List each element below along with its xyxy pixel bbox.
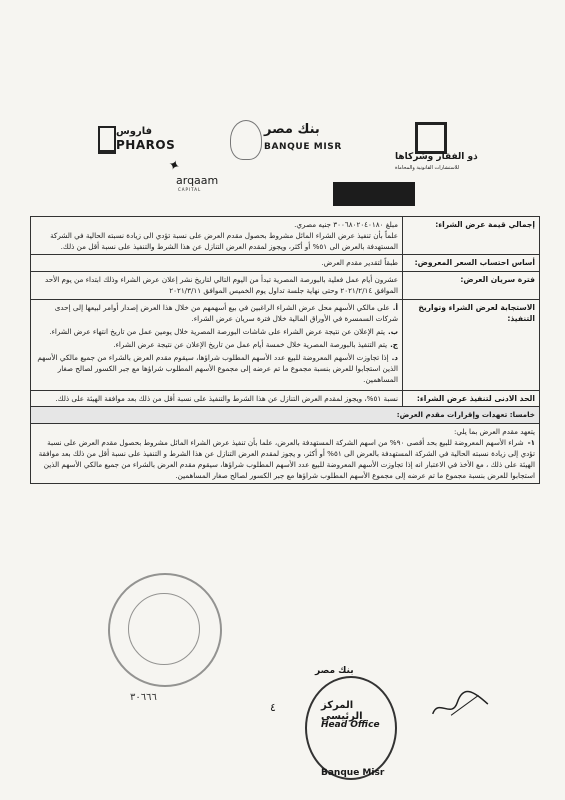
section-title: خامسا: تعهدات وإقرارات مقدم العرض: (31, 407, 540, 423)
response-list (35, 302, 398, 386)
table-row (31, 255, 540, 272)
commitments-cell (31, 423, 540, 484)
arqaam-mark-icon: ✦ (165, 156, 183, 176)
minimum-value: نسبة ٥١%، ويجوز لمقدم العرض التنازل عن هذا الشرط والتنفيذ على نسبة أقل من ذلك بعد موافقة الهيئة على ذلك. (31, 390, 403, 407)
price-value: طبقاً لتقدير مقدم العرض. (31, 255, 403, 272)
minimum-label: الحد الادنى لتنفيذ عرض الشراء: (403, 390, 540, 407)
table-row (31, 390, 540, 407)
period-value: عشرون أيام عمل فعلية بالبورصة المصرية تبدأ من اليوم التالي لتاريخ نشر إعلان عرض الشراء وذلك ابتداء من يوم الأحد الموافق ٢٠٢١/٢/١٤ وحتى نهاية جلسة تداول يوم الخميس الموافق ٢٠٢١/٣/١١ (31, 272, 403, 299)
table-row (31, 299, 540, 390)
dark-logo-block (333, 182, 415, 206)
head-office-stamp: بنك مصر المركز الرئيسي Head Office Banque Misr (305, 676, 397, 780)
list-item: ب.يتم الإعلان عن نتيجة عرض الشراء على شاشات البورصة المصرية خلال يومين عمل من تاريخ انتهاء عرض الشراء. (49, 326, 398, 336)
period-label: فترة سريان العرض: (403, 272, 540, 299)
total-value-cell (31, 217, 403, 255)
list-item: ج.يتم التنفيذ بالبورصة المصرية خلال خمسة أيام عمل من تاريخ الإعلان عن نتيجة عرض الشراء. (113, 340, 398, 350)
table-row (31, 272, 540, 299)
response-label: الاستجابة لعرض الشراء وتواريخ التنفيذ: (403, 299, 540, 390)
table-row (31, 423, 540, 484)
commit-item: ١-شراء الأسهم المعروضة للبيع بحد أقصى ٩٠% من اسهم الشركة المستهدفة بالعرض، علما بأن تنفيذ عرض الشراء المائل مشروط بحصول مقدم العرض على نسبة تؤدي إلى زيادة نسبته الحالية في الشركة المستهدفة بالعرض الى ٥١% أو أكثر، و يجوز لمقدم العرض التنازل عن هذا الشرط و التنفيذ على نسبة أقل من ذلك بعد موافقة الهيئة على ذلك ، مع الأخذ في الاعتبار انه إذا تجاوزت الأسهم المعروضة للبيع عدد الأسهم المطلوب شراؤها، سيقوم مقدم العرض بالشراء من جميع مالكي الأسهم الذين استجابوا للعرض بنسبة مجموع ما تم عرضه إلى مجموع الأسهم المطلوب شراؤها مع جبر الكسور لصالح صغار المساهمين. (38, 437, 535, 481)
official-seal-icon (108, 573, 222, 687)
list-item: أ.على مالكي الأسهم محل عرض الشراء الراغبين في بيع أسهمهم من خلال هذا العرض إصدار أوامر لبيعها إلى إحدى شركات السمسرة في الأوراق المالية خلال فترة سريان عرض الشراء. (54, 302, 398, 323)
table-row (31, 407, 540, 423)
price-label: أساس احتساب السعر المعروض: (403, 255, 540, 272)
banque-misr-seal-icon (230, 120, 262, 160)
logo-bar: فاروس PHAROS بنك مصر BANQUE MISR ذو الفقار وشركاها للاستشارات القانونية والمحاماة ✦ arqaam CAPITAL (0, 120, 565, 210)
list-item: د.إذا تجاوزت الأسهم المعروضة للبيع عدد الأسهم المطلوب شراؤها، سيقوم مقدم العرض بالشراء من جميع مالكي الأسهم الذين استجابوا للعرض بنسبة مجموع ما تم عرضه إلى مجموع الأسهم المطلوب شراؤها مع جبر الكسور لصالح صغار المساهمين. (37, 353, 398, 385)
handwritten-number: ٣٠٦٦٦ (130, 692, 157, 703)
total-value: مبلغ ٣٠٠٦٨٠٢٠٤٠١٨٠ جنيه مصري. (294, 220, 398, 229)
table-row (31, 217, 540, 255)
response-cell (31, 299, 403, 390)
total-note: علماً بأن تنفيذ عرض الشراء المائل مشروط بحصول مقدم العرض على نسبة تؤدي الى زيادة نسبته الحالية في الشركة المستهدفة بالعرض الى ٥١% أو أكثر، ويجوز لمقدم العرض التنازل عن هذا الشرط والتنفيذ على نسبة أقل من ذلك. (50, 231, 398, 252)
page-number: ٤ (270, 701, 276, 714)
total-label: إجمالي قيمة عرض الشراء: (403, 217, 540, 255)
pharos-mark-icon (98, 126, 116, 154)
commit-intro: يتعهد مقدم العرض بما يلي: (453, 426, 535, 436)
zulficar-mark-icon (415, 122, 447, 154)
offer-table (30, 216, 540, 484)
signature-icon (428, 686, 492, 728)
